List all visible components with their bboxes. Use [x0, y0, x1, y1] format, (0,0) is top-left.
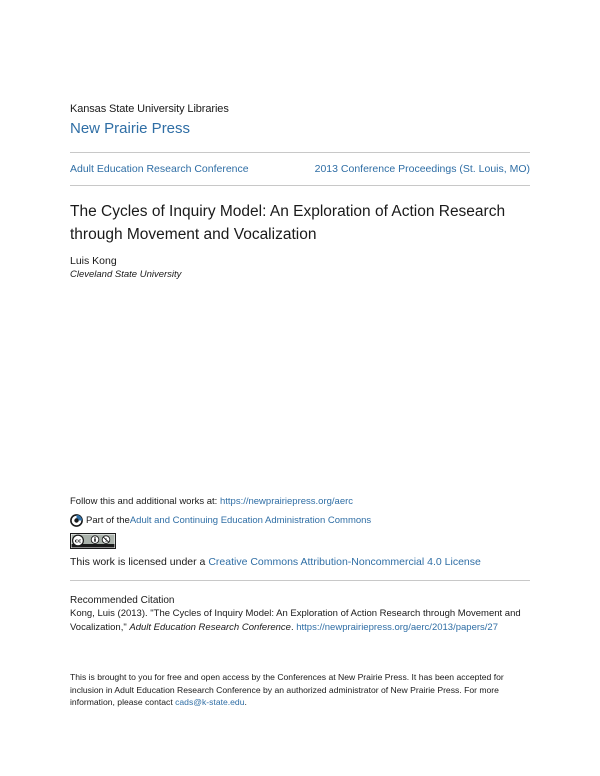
contact-email-link[interactable]: cads@k-state.edu: [175, 697, 245, 707]
citation-text: [70, 607, 535, 635]
collection-row: [70, 163, 530, 175]
follow-url-link[interactable]: https://newprairiepress.org/aerc: [219, 496, 354, 507]
paper-title: [70, 200, 530, 246]
paper-title-line1: The Cycles of Inquiry Model: An Exploration of Action Research: [70, 203, 506, 220]
svg-text:cc: cc: [74, 538, 82, 545]
access-notice-end: .: [244, 697, 247, 707]
access-notice: [70, 671, 530, 709]
conference-link[interactable]: Adult Education Research Conference: [70, 163, 249, 175]
divider-middle: [70, 185, 530, 186]
organization-name: Kansas State University Libraries: [70, 103, 229, 115]
part-of-line: [70, 514, 371, 527]
license-line: [70, 556, 481, 568]
part-of-label: Part of the: [86, 515, 130, 526]
author-name: Luis Kong: [70, 255, 117, 267]
license-link[interactable]: Creative Commons Attribution-Noncommercial 4.0 License: [208, 556, 481, 568]
citation-separator: .: [290, 622, 297, 633]
commons-link[interactable]: Adult and Continuing Education Administration Commons: [129, 515, 372, 526]
recommended-citation-heading: Recommended Citation: [70, 595, 175, 606]
license-label: This work is licensed under a: [70, 556, 209, 568]
follow-label: Follow this and additional works at:: [70, 496, 220, 507]
publisher-link[interactable]: New Prairie Press: [70, 120, 191, 137]
digital-commons-network-icon[interactable]: [70, 514, 83, 527]
citation-venue: Adult Education Research Conference: [129, 622, 291, 633]
citation-main: Kong, Luis (2013). "The Cycles of Inquiry Model: An Exploration of Action Research through Movement and Vocalization,": [70, 608, 521, 633]
access-notice-text: This is brought to you for free and open access by the Conferences at New Prairie Press. It has been accepted for inclusion in Adult Education Research Conference by an authorized administrator of New Prairie Press. For more information, please contact: [70, 672, 504, 707]
svg-text:$: $: [104, 538, 108, 544]
follow-line: [70, 496, 353, 507]
cc-by-nc-license-icon[interactable]: [70, 533, 116, 549]
paper-title-line2: through Movement and Vocalization: [70, 226, 317, 243]
divider-top: [70, 152, 530, 153]
citation-url-link[interactable]: https://newprairiepress.org/aerc/2013/papers/27: [296, 622, 498, 633]
author-affiliation: Cleveland State University: [70, 269, 182, 280]
proceedings-link[interactable]: 2013 Conference Proceedings (St. Louis, MO): [314, 163, 530, 175]
divider-lower: [70, 580, 530, 581]
